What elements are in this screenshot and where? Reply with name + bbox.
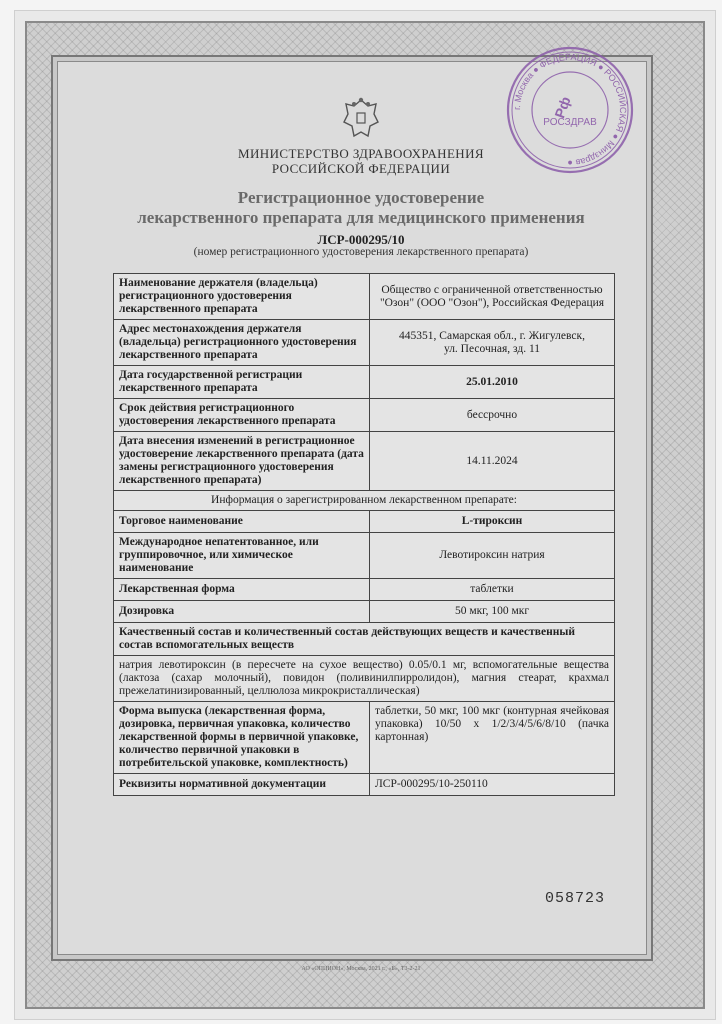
table-row xyxy=(114,579,615,601)
ministry-line-1: МИНИСТЕРСТВО ЗДРАВООХРАНЕНИЯ xyxy=(238,146,484,161)
table-row xyxy=(114,774,615,796)
serial-number: 058723 xyxy=(545,890,606,907)
registration-table xyxy=(113,273,615,796)
stamp-center-line-2: РОСЗДРАВ xyxy=(543,117,597,128)
change-date-label: Дата внесения изменений в регистрационное удостоверение лекарственного препарата (дата замены регистрационного удостоверения лекарственного препарата) xyxy=(114,432,370,491)
dosage-form-label: Лекарственная форма xyxy=(114,579,370,601)
address-line-2: ул. Песочная, зд. 11 xyxy=(443,342,541,355)
holder-address-label: Адрес местонахождения держателя (владельца) регистрационного удостоверения лекарственного препарата xyxy=(114,320,370,366)
registration-number: ЛСР-000295/10 xyxy=(317,232,405,247)
table-row xyxy=(114,623,615,656)
table-row xyxy=(114,432,615,491)
normative-value: ЛСР-000295/10-250110 xyxy=(370,774,615,796)
holder-name-value: Общество с ограниченной ответственностью "Озон" (ООО "Озон"), Российская Федерация xyxy=(370,274,615,320)
reg-date-value: 25.01.2010 xyxy=(370,366,615,399)
dosage-form-value: таблетки xyxy=(370,579,615,601)
release-form-label: Форма выпуска (лекарственная форма, дозировка, первичная упаковка, количество лекарственной формы в первичной упаковке, количество первичной упаковки в потребительской упаковке, комплектность) xyxy=(114,702,370,774)
table-row xyxy=(114,366,615,399)
printer-line: АО «ОПЦИОН», Москва, 2021 г., «Б», Т3-2-21 xyxy=(301,966,421,972)
holder-address-value xyxy=(370,320,615,366)
coat-of-arms-icon xyxy=(338,96,384,142)
address-line-1: 445351, Самарская обл., г. Жигулевск, xyxy=(399,329,585,342)
product-section-title: Информация о зарегистрированном лекарственном препарате: xyxy=(114,491,615,511)
inn-label: Международное непатентованное, или группировочное, или химическое наименование xyxy=(114,533,370,579)
normative-label: Реквизиты нормативной документации xyxy=(114,774,370,796)
dosage-value: 50 мкг, 100 мкг xyxy=(370,601,615,623)
holder-name-label: Наименование держателя (владельца) регистрационного удостоверения лекарственного препарата xyxy=(114,274,370,320)
trade-name-label: Торговое наименование xyxy=(114,511,370,533)
table-row xyxy=(114,533,615,579)
release-form-value: таблетки, 50 мкг, 100 мкг (контурная ячейковая упаковка) 10/50 x 1/2/3/4/5/6/8/10 (пачка картонная) xyxy=(370,702,615,774)
validity-value: бессрочно xyxy=(370,399,615,432)
composition-text: натрия левотироксин (в пересчете на сухое вещество) 0.05/0.1 мг, вспомогательные вещества (лактоза (сахар молочный), повидон (поливинилпирролидон), магния стеарат, крахмал прежелатинизированный, целлюлоза микрокристаллическая) xyxy=(114,656,615,702)
table-row xyxy=(114,320,615,366)
dosage-label: Дозировка xyxy=(114,601,370,623)
official-stamp xyxy=(505,45,635,175)
validity-label: Срок действия регистрационного удостоверения лекарственного препарата xyxy=(114,399,370,432)
composition-title: Качественный состав и количественный состав действующих веществ и качественный состав вспомогательных веществ xyxy=(114,623,615,656)
table-row xyxy=(114,274,615,320)
stamp-center-line-1: Рф xyxy=(551,94,574,121)
table-row xyxy=(114,601,615,623)
stamp-ring-text: г. Москва ● ФЕДЕРАЦИЯ ● РОССИЙСКАЯ ● Минздрав ● xyxy=(511,51,629,169)
change-date-value: 14.11.2024 xyxy=(370,432,615,491)
title-line-2: лекарственного препарата для медицинского применения xyxy=(137,208,585,227)
table-row xyxy=(114,656,615,702)
table-row xyxy=(114,491,615,511)
document-title xyxy=(0,188,722,228)
table-row xyxy=(114,702,615,774)
trade-name-value: L-тироксин xyxy=(370,511,615,533)
title-line-1: Регистрационное удостоверение xyxy=(237,188,485,207)
table-row xyxy=(114,399,615,432)
table-row xyxy=(114,511,615,533)
reg-date-label: Дата государственной регистрации лекарственного препарата xyxy=(114,366,370,399)
inn-value: Левотироксин натрия xyxy=(370,533,615,579)
ministry-line-2: РОССИЙСКОЙ ФЕДЕРАЦИИ xyxy=(271,161,451,176)
registration-number-caption: (номер регистрационного удостоверения лекарственного препарата) xyxy=(193,246,529,258)
